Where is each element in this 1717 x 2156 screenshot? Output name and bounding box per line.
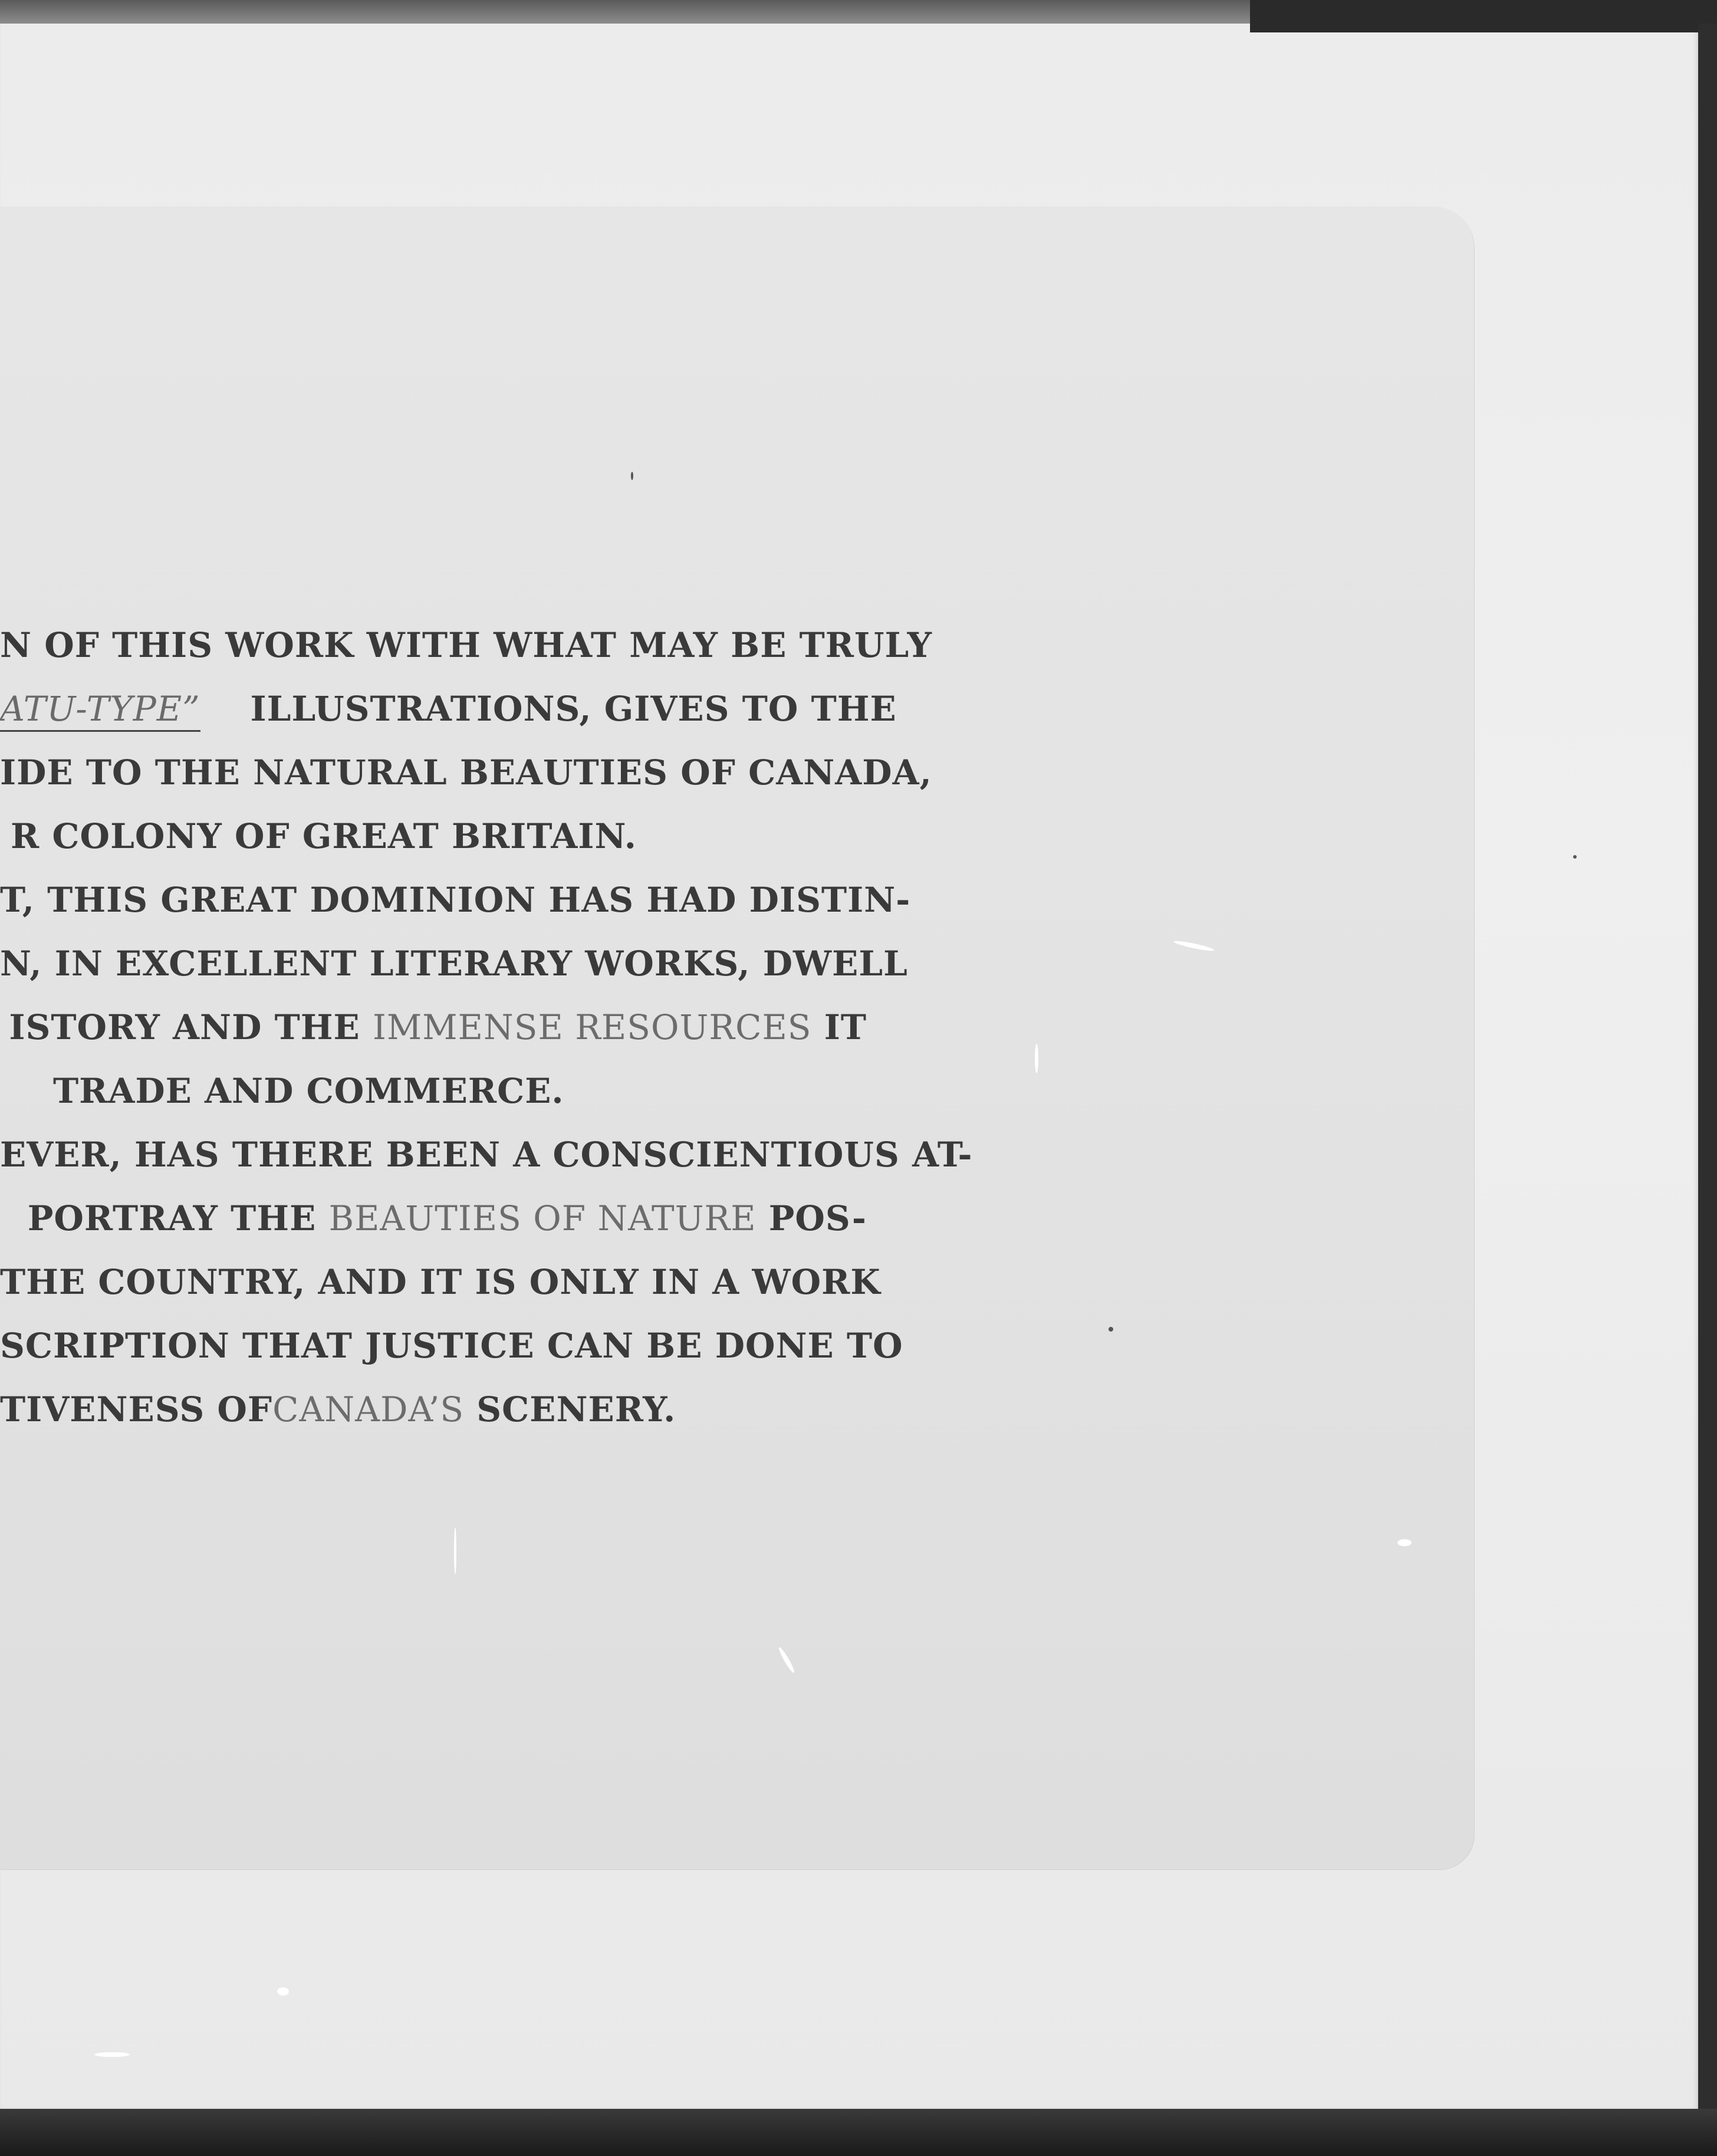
scan-edge-bottom [0, 2109, 1717, 2156]
scan-speck [94, 2052, 130, 2057]
text-span: N, IN EXCELLENT LITERARY WORKS, DWELL [0, 944, 908, 984]
text-span: TRADE AND COMMERCE. [53, 1071, 564, 1111]
text-span: T, THIS GREAT DOMINION HAS HAD DISTIN- [0, 880, 911, 920]
text-span: IT [811, 1007, 867, 1047]
text-line [0, 1059, 867, 1123]
text-span: IDE TO THE NATURAL BEAUTIES OF CANADA, [0, 752, 932, 793]
text-span-light: BEAUTIES OF NATURE [328, 1198, 756, 1238]
scan-speck [1397, 1539, 1412, 1546]
scan-edge-right [1698, 24, 1717, 2111]
text-span: PORTRAY THE [27, 1198, 329, 1238]
body-text [0, 613, 973, 1441]
text-line [0, 932, 908, 995]
text-span: SCRIPTION THAT JUSTICE CAN BE DONE TO [0, 1326, 903, 1366]
text-line [0, 1378, 867, 1441]
text-span: THE COUNTRY, AND IT IS ONLY IN A WORK [0, 1262, 881, 1302]
text-line [0, 613, 933, 677]
scan-edge-top-right [1250, 0, 1717, 32]
text-span: POS- [756, 1198, 867, 1238]
text-span-light: IMMENSE RESOURCES [372, 1007, 812, 1047]
scan-dot [1109, 1327, 1113, 1332]
scan-speck [1035, 1044, 1038, 1073]
text-span-light: CANADA’S [272, 1389, 465, 1429]
text-span: N OF THIS WORK WITH WHAT MAY BE TRULY [0, 625, 933, 665]
text-line [0, 1123, 973, 1187]
text-line [0, 741, 932, 804]
text-span: ILLUSTRATIONS, GIVES TO THE [200, 689, 897, 729]
text-span: ISTORY AND THE [9, 1007, 373, 1047]
scan-speck [454, 1527, 456, 1575]
text-span: TIVENESS OF [0, 1389, 273, 1429]
text-span: R COLONY OF GREAT BRITAIN. [11, 816, 637, 856]
text-line [0, 995, 867, 1059]
scan-speck [277, 1987, 289, 1996]
text-span: SCENERY. [464, 1389, 676, 1429]
text-line [0, 1187, 867, 1250]
text-line [0, 804, 867, 868]
scan-dot [1573, 855, 1577, 859]
scan-dot [631, 472, 633, 480]
text-line [0, 1250, 881, 1314]
text-span: EVER, HAS THERE BEEN A CONSCIENTIOUS AT- [0, 1135, 973, 1175]
text-line [0, 677, 897, 741]
text-line [0, 1314, 903, 1378]
text-span-italic: ATU-TYPE” [0, 689, 200, 732]
text-line [0, 868, 911, 932]
